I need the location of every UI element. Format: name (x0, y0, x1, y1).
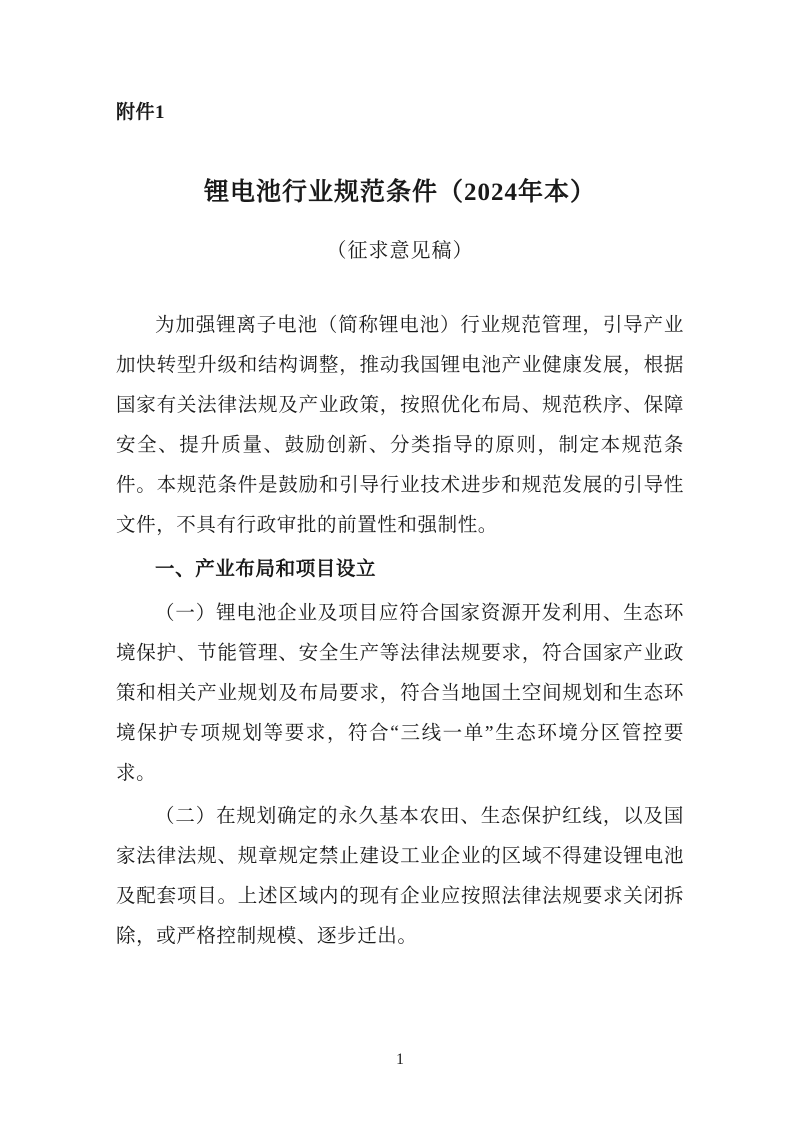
page-number: 1 (396, 1051, 404, 1068)
paragraph-item-2: （二）在规划确定的永久基本农田、生态保护红线，以及国家法律法规、规章规定禁止建设工业企业的区域不得建设锂电池及配套项目。上述区域内的现有企业应按照法律法规要求关闭拆除，或严格控制规模、逐步迁出。 (116, 806, 684, 948)
document-subtitle: （征求意见稿） (326, 239, 474, 262)
document-body (116, 306, 684, 958)
section-heading-1: 一、产业布局和项目设立 (155, 558, 377, 580)
paragraph-item-1: （一）锂电池企业及项目应符合国家资源开发利用、生态环境保护、节能管理、安全生产等法律法规要求，符合国家产业政策和相关产业规划及布局要求，符合当地国土空间规划和生态环境保护专项规划等要求，符合“三线一单”生态环境分区管控要求。 (116, 602, 684, 784)
paragraph-intro: 为加强锂离子电池（简称锂电池）行业规范管理，引导产业加快转型升级和结构调整，推动我国锂电池产业健康发展，根据国家有关法律法规及产业政策，按照优化布局、规范秩序、保障安全、提升质量、鼓励创新、分类指导的原则，制定本规范条件。本规范条件是鼓励和引导行业技术进步和规范发展的引导性文件，不具有行政审批的前置性和强制性。 (116, 314, 684, 536)
attachment-label: 附件1 (116, 102, 166, 123)
page-title: 锂电池行业规范条件（2024年本） (203, 178, 596, 206)
